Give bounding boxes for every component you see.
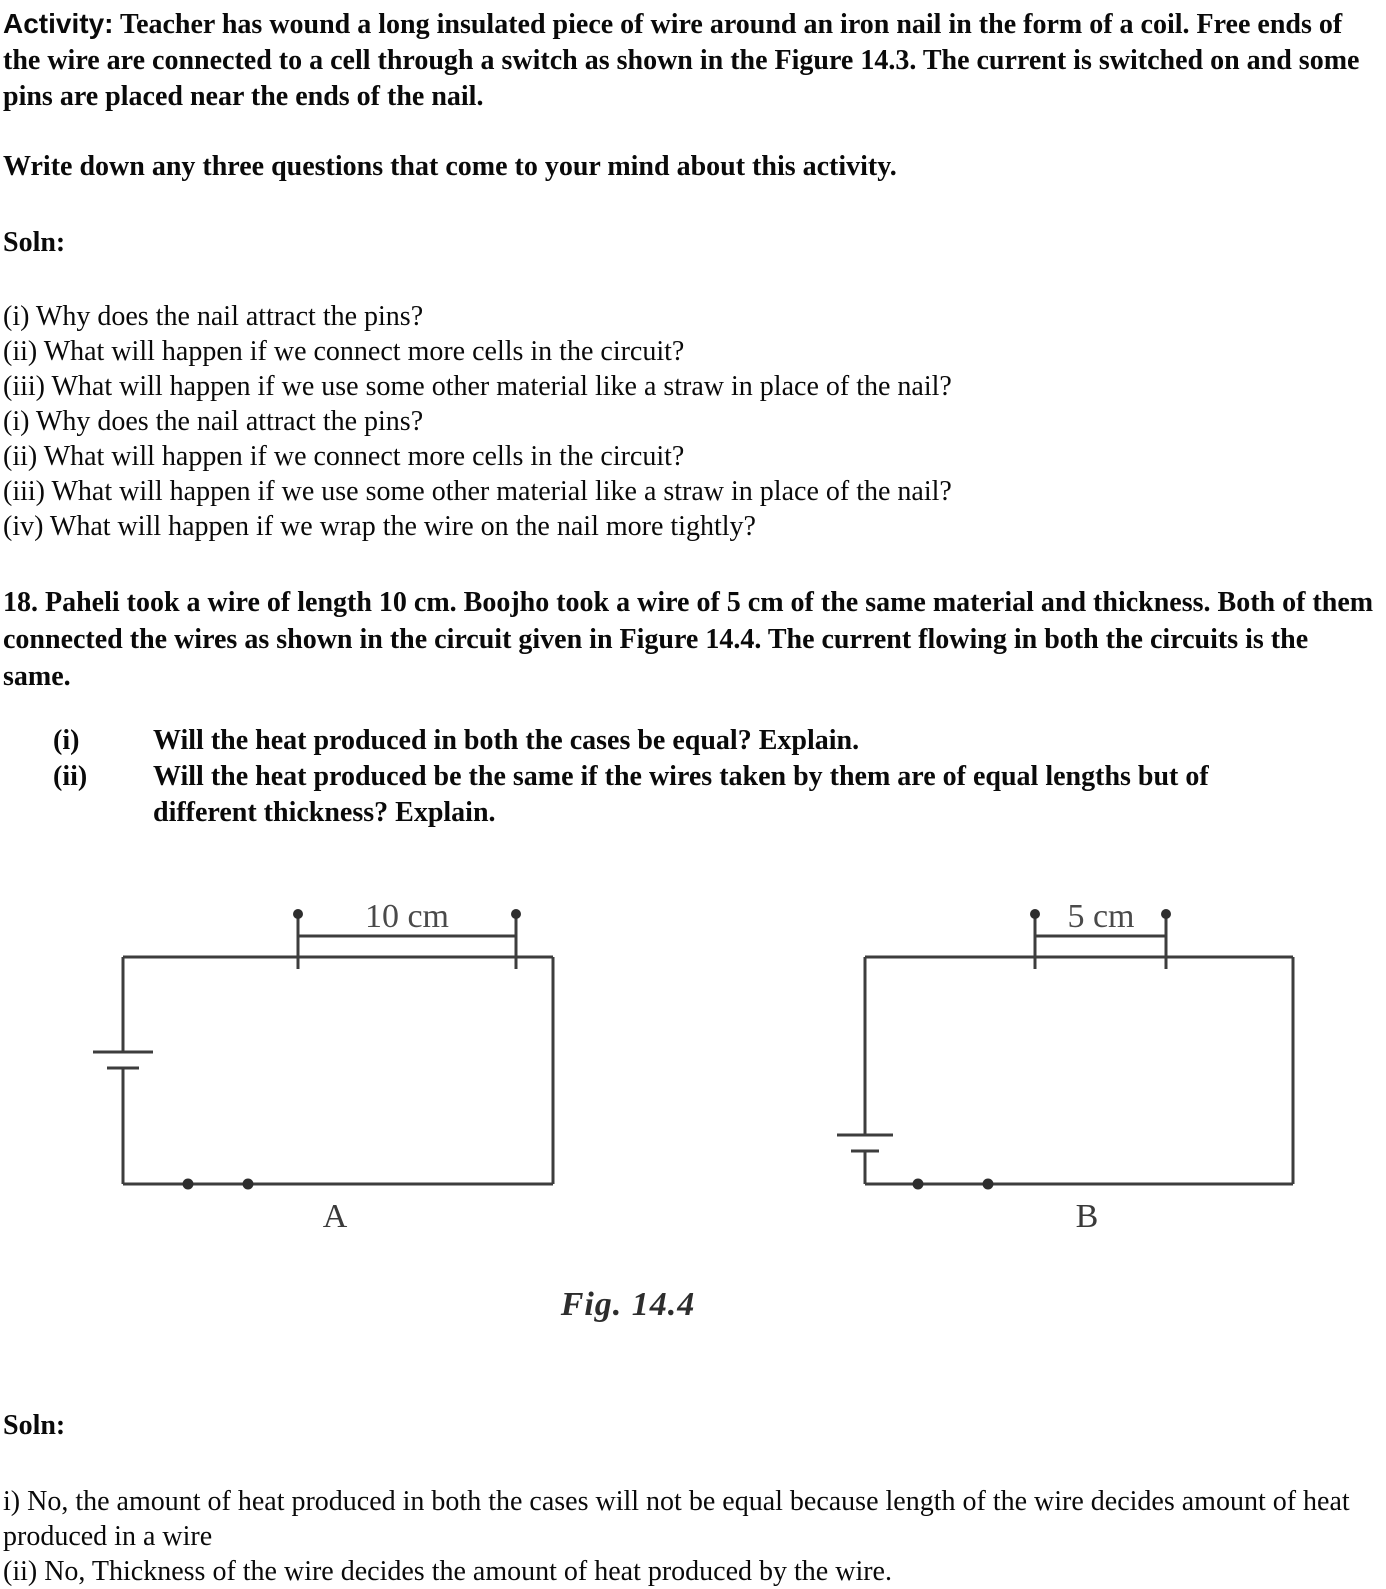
question-18-paragraph: 18. Paheli took a wire of length 10 cm. Boojho took a wire of 5 cm of the same material and thickness. Both of them connected the wires as shown in the circuit given in Figure 14.4. The current flowing in both the circuits is the same. bbox=[3, 587, 1374, 692]
subquestion-item bbox=[53, 723, 1378, 759]
subquestion-list bbox=[3, 723, 1378, 831]
activity-label: Activity: bbox=[3, 8, 114, 39]
circuit-a-loop bbox=[123, 957, 553, 1184]
activity-paragraph bbox=[3, 6, 1378, 115]
battery-icon bbox=[837, 1135, 893, 1151]
question-item: (ii) What will happen if we connect more cells in the circuit? bbox=[3, 441, 685, 472]
subquestion-number: (ii) bbox=[53, 761, 88, 792]
subquestion-text: Will the heat produced in both the cases be equal? Explain. bbox=[153, 725, 860, 756]
subquestion-text: Will the heat produced be the same if the wires taken by them are of equal lengths but of different thickness? Explain. bbox=[153, 761, 1209, 828]
question-item: (i) Why does the nail attract the pins? bbox=[3, 301, 424, 332]
question-item: (iii) What will happen if we use some other material like a straw in place of the nail? bbox=[3, 371, 952, 402]
circuit-b-loop bbox=[865, 957, 1293, 1184]
soln-label-1: Soln: bbox=[3, 227, 66, 258]
answer-item: i) No, the amount of heat produced in both the cases will not be equal because length of the wire decides amount of heat produced in a wire bbox=[3, 1486, 1350, 1552]
circuit-a-label: A bbox=[322, 1198, 348, 1234]
wire-length-label-b: 5 cm bbox=[1067, 898, 1135, 935]
circuit-a-diagram bbox=[73, 889, 573, 1234]
wire-terminal-dot bbox=[1161, 909, 1171, 919]
wire-terminal-dot bbox=[511, 909, 521, 919]
activity-text: Teacher has wound a long insulated piece of wire around an iron nail in the form of a coil. Free ends of the wire are connected to a cell through a switch as shown in the Figure 14.3. The current is switched on and some pins are placed near the ends of the nail. bbox=[3, 9, 1360, 112]
question-item: (ii) What will happen if we connect more cells in the circuit? bbox=[3, 336, 685, 367]
figure-caption: Fig. 14.4 bbox=[560, 1286, 696, 1323]
soln-label-2: Soln: bbox=[3, 1410, 66, 1441]
wire-terminal-dot bbox=[293, 909, 303, 919]
figure-14-4 bbox=[3, 889, 1378, 1242]
circuit-b-label: B bbox=[1075, 1198, 1099, 1234]
question-item: (i) Why does the nail attract the pins? bbox=[3, 406, 424, 437]
write-prompt: Write down any three questions that come to your mind about this activity. bbox=[3, 151, 897, 182]
circuit-b-wrap bbox=[825, 889, 1315, 1242]
answer-item: (ii) No, Thickness of the wire decides the amount of heat produced by the wire. bbox=[3, 1556, 892, 1587]
subquestion-item bbox=[53, 759, 1378, 831]
circuit-b-diagram bbox=[825, 889, 1315, 1234]
wire-terminal-dot bbox=[1030, 909, 1040, 919]
subquestion-number: (i) bbox=[53, 725, 80, 756]
answer-list bbox=[3, 1484, 1378, 1589]
wire-length-label-a: 10 cm bbox=[364, 898, 450, 935]
question-item: (iv) What will happen if we wrap the wire on the nail more tightly? bbox=[3, 511, 756, 542]
battery-icon bbox=[93, 1052, 153, 1068]
question-item: (iii) What will happen if we use some other material like a straw in place of the nail? bbox=[3, 476, 952, 507]
question-list bbox=[3, 299, 1378, 544]
